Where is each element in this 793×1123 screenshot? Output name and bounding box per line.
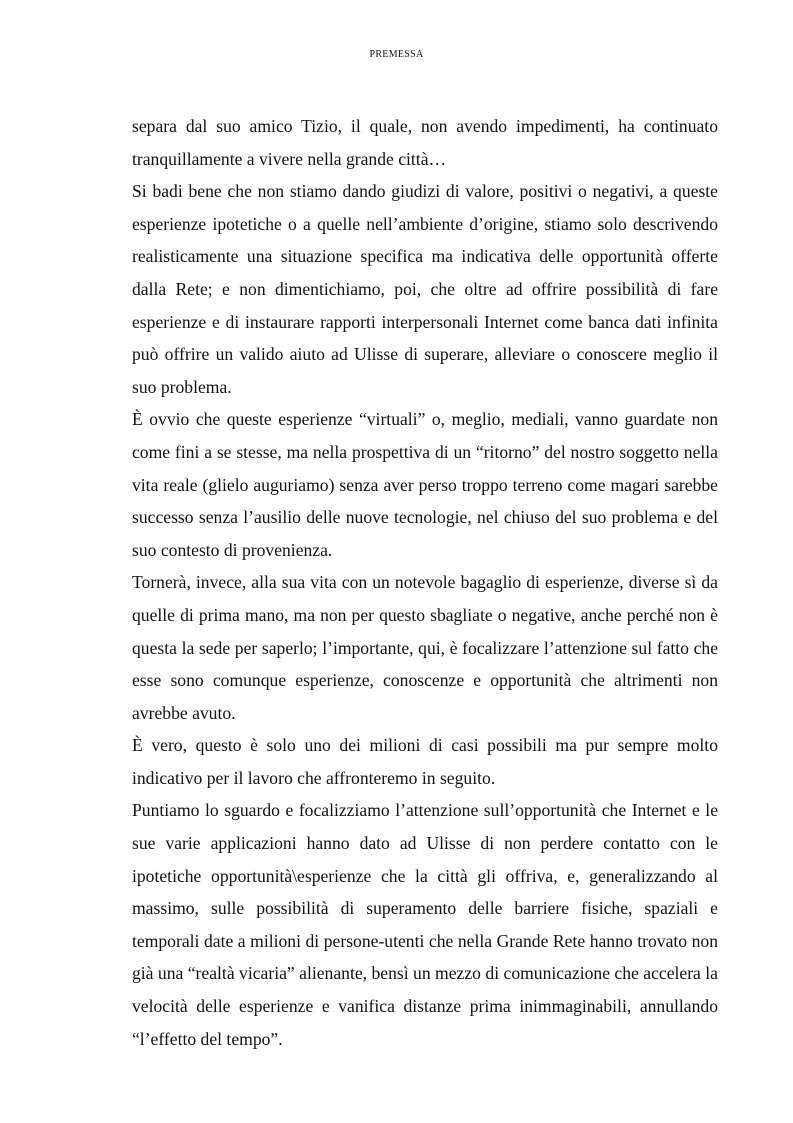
paragraph-1: separa dal suo amico Tizio, il quale, non avendo impedimenti, ha continuato tranquillamente a vivere nella grande città… (132, 116, 718, 169)
paragraph-6: Puntiamo lo sguardo e focalizziamo l’attenzione sull’opportunità che Internet e le sue varie applicazioni hanno dato ad Ulisse di non perdere contatto con le ipotetiche opportunità\esperienze che la città gli offriva, e, generalizzando al massimo, sulle possibilità di superamento delle barriere fisiche, spaziali e temporali date a milioni di persone-utenti che nella Grande Rete hanno trovato non già una “realtà vicaria” alienante, bensì un mezzo di comunicazione che accelera la velocità delle esperienze e vanifica distanze prima inimmaginabili, annullando “l’effetto del tempo”. (132, 800, 718, 1049)
paragraph-3: È ovvio che queste esperienze “virtuali” o, meglio, mediali, vanno guardate non come fini a se stesse, ma nella prospettiva di un “ritorno” del nostro soggetto nella vita reale (glielo auguriamo) senza aver perso troppo terreno come magari sarebbe successo senza l’ausilio delle nuove tecnologie, nel chiuso del suo problema e del suo contesto di provenienza. (132, 409, 718, 560)
paragraph-4: Tornerà, invece, alla sua vita con un notevole bagaglio di esperienze, diverse sì da quelle di prima mano, ma non per questo sbagliate o negative, anche perché non è questa la sede per saperlo; l’importante, qui, è focalizzare l’attenzione sul fatto che esse sono comunque esperienze, conoscenze e opportunità che altrimenti non avrebbe avuto. (132, 572, 718, 723)
running-header: PREMESSA (369, 49, 424, 60)
paragraph-2: Si badi bene che non stiamo dando giudizi di valore, positivi o negativi, a queste esperienze ipotetiche o a quelle nell’ambiente d’origine, stiamo solo descrivendo realisticamente una situazione specifica ma indicativa delle opportunità offerte dalla Rete; e non dimentichiamo, poi, che oltre ad offrire possibilità di fare esperienze e di instaurare rapporti interpersonali Internet come banca dati infinita può offrire un valido aiuto ad Ulisse di superare, alleviare o conoscere meglio il suo problema. (132, 181, 718, 397)
page-body (132, 110, 718, 1055)
paragraph-5: È vero, questo è solo uno dei milioni di casi possibili ma pur sempre molto indicativo per il lavoro che affronteremo in seguito. (132, 735, 718, 788)
